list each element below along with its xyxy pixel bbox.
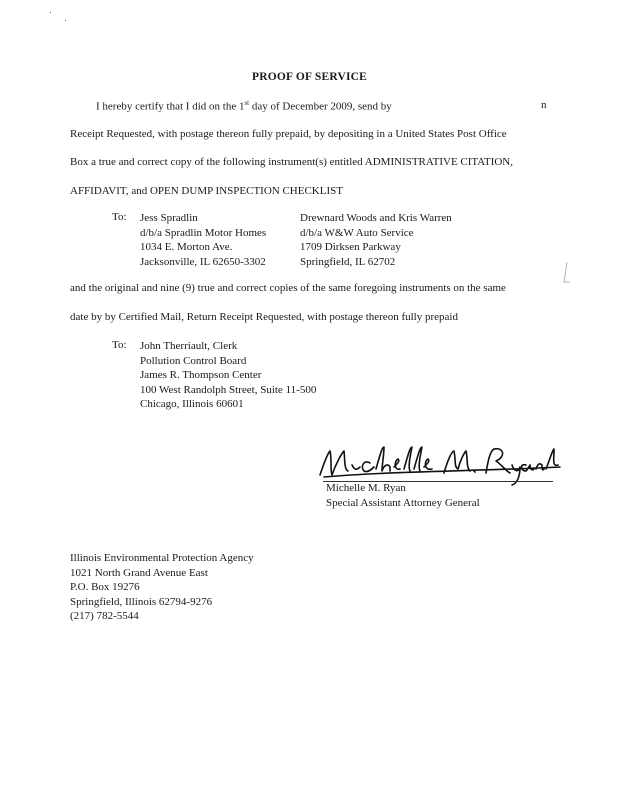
signer-title: Special Assistant Attorney General — [326, 497, 480, 509]
clerk-line: John Therriault, Clerk — [140, 340, 238, 352]
clerk-line: James R. Thompson Center — [140, 369, 262, 382]
page-title: PROOF OF SERVICE — [251, 71, 368, 83]
body-line-1: I hereby certify that I did on the 1st day of December 2009, send by — [96, 99, 392, 113]
body2-line-1: and the original and nine (9) true and correct copies of the same foregoing instruments on the same — [70, 282, 506, 294]
body-line-1-tail: n — [541, 99, 547, 111]
agency-address — [70, 551, 254, 624]
recipient-left-line: Jacksonville, IL 62650-3302 — [140, 255, 266, 268]
recipient-left-line: d/b/a Spradlin Motor Homes — [140, 226, 267, 239]
recipient-right-line: d/b/a W&W Auto Service — [300, 226, 414, 239]
agency-line: 1021 North Grand Avenue East — [70, 566, 208, 579]
body-line-2: Receipt Requested, with postage thereon fully prepaid, by depositing in a United States Post Office — [70, 128, 507, 140]
clerk-line: Chicago, Illinois 60601 — [140, 398, 244, 411]
clerk-address — [140, 339, 316, 412]
recipient-left-line: 1034 E. Morton Ave. — [140, 241, 233, 254]
recipient-right-line: Drewnard Woods and Kris Warren — [300, 212, 452, 224]
agency-line: P.O. Box 19276 — [70, 581, 140, 594]
clerk-line: Pollution Control Board — [140, 354, 247, 367]
body-line-3: Box a true and correct copy of the following instrument(s) entitled ADMINISTRATIVE CITATION, — [70, 156, 513, 168]
recipient-right-address — [300, 211, 452, 269]
recipient-right-line: 1709 Dirksen Parkway — [300, 241, 401, 254]
body2-line-2: date by by Certified Mail, Return Receipt Requested, with postage thereon fully prepaid — [70, 311, 458, 323]
signer-name: Michelle M. Ryan — [326, 482, 406, 494]
clerk-line: 100 West Randolph Street, Suite 11-500 — [140, 383, 317, 396]
recipient-right-line: Springfield, IL 62702 — [300, 255, 396, 268]
agency-line: Springfield, Illinois 62794-9276 — [70, 595, 213, 608]
recipient-left-line: Jess Spradlin — [140, 212, 198, 224]
recipients-to-label: To: — [112, 211, 127, 223]
agency-line: (217) 782-5544 — [70, 610, 139, 623]
recipient-left-address — [140, 211, 266, 269]
clerk-to-label: To: — [112, 339, 127, 351]
body-line-4: AFFIDAVIT, and OPEN DUMP INSPECTION CHECKLIST — [70, 185, 343, 197]
agency-line: Illinois Environmental Protection Agency — [70, 552, 254, 564]
margin-mark — [560, 260, 572, 286]
